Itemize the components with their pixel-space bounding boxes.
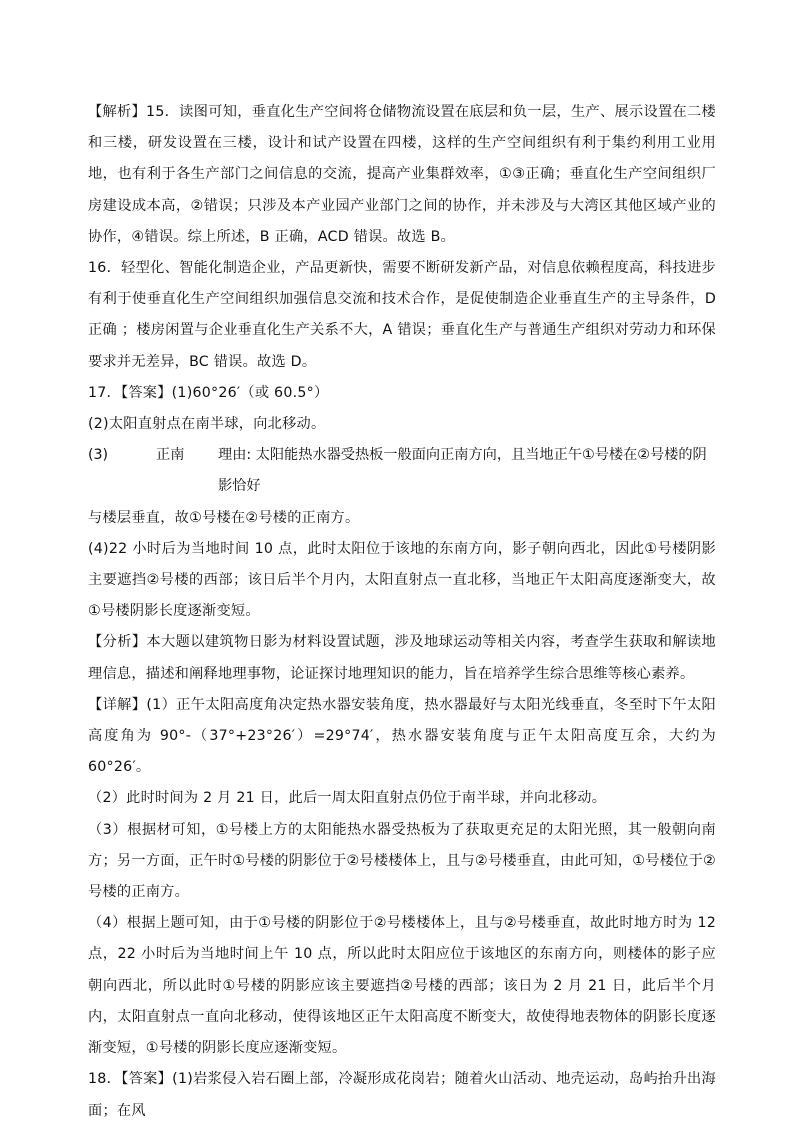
answer-q18: 18．【答案】(1)岩浆侵入岩石圈上部，冷凝形成花岗岩；随着火山活动、地壳运动，岛屿抬升出海面；在风 <box>88 1071 716 1119</box>
detail-q1: 【详解】(1）正午太阳高度角决定热水器安装角度，热水器最好与太阳光线垂直，冬至时下午太阳高度角为 90°-（37°+23°26′）=29°74′，热水器安装角度与正午太阳高度互余，大约为 60°26′。 <box>88 696 716 776</box>
analysis-q16: 16．轻型化、智能化制造企业，产品更新快，需要不断研发新产品，对信息依赖程度高，科技进步有利于使垂直化生产空间组织加强信息交流和技术合作，是促使制造企业垂直生产的主导条件，D 正确 ；楼房闲置与企业垂直化生产关系不大，A 错误；垂直化生产与普通生产组织对劳动力和环保要求并无差异，BC 错误。故选 D。 <box>88 260 716 370</box>
detail-q2: （2）此时时间为 2 月 21 日，此后一周太阳直射点仍位于南半球，并向北移动。 <box>88 790 607 807</box>
answer-q17-4: (4)22 小时后为当地时间 10 点，此时太阳位于该地的东南方向，影子朝向西北，因此①号楼阴影主要遮挡②号楼的西部；该日后半个月内，太阳直射点一直北移，当地正午太阳高度逐渐变大，故①号楼阴影长度逐渐变短。 <box>88 540 716 620</box>
q17-3-reason: 理由: 太阳能热水器受热板一般面向正南方向，且当地正午①号楼在②号楼的阴影恰好 <box>218 447 707 495</box>
analysis-section: 【分析】本大题以建筑物日影为材料设置试题，涉及地球运动等相关内容，考查学生获取和解读地理信息，描述和阐释地理事物，论证探讨地理知识的能力，旨在培养学生综合思维等核心素养。 <box>88 634 716 682</box>
detail-q3: （3）根据材可知，①号楼上方的太阳能热水器受热板为了获取更充足的太阳光照，其一般朝向南方；另一方面，正午时①号楼的阴影位于②号楼楼体上，且与②号楼垂直，由此可知，①号楼位于②号楼的正南方。 <box>88 821 716 901</box>
answer-q17-3 <box>88 440 716 502</box>
analysis-q15: 【解析】15．读图可知，垂直化生产空间将仓储物流设置在底层和负一层，生产、展示设置在二楼和三楼，研发设置在三楼，设计和试产设置在四楼，这样的生产空间组织有利于集约利用工业用地，也有利于各生产部门之间信息的交流，提高产业集群效率，①③正确；垂直化生产空间组织厂房建设成本高，②错误；只涉及本产业园产业部门之间的协作，并未涉及与大湾区其他区域产业的协作，④错误。综上所述，B 正确，ACD 错误。故选 B。 <box>88 104 716 245</box>
q17-3-direction: 正南 <box>156 447 185 464</box>
answer-q17-2: (2)太阳直射点在南半球，向北移动。 <box>88 416 326 433</box>
answer-q17-3-cont: 与楼层垂直，故①号楼在②号楼的正南方。 <box>88 509 360 526</box>
q17-3-number: (3) <box>88 447 109 464</box>
answer-content <box>88 97 716 1127</box>
detail-q4: （4）根据上题可知，由于①号楼的阴影位于②号楼楼体上，且与②号楼垂直，故此时地方时为 12 点，22 小时后为当地时间上午 10 点，所以此时太阳应位于该地区的东南方向，则楼体的影子应朝向西北，所以此时①号楼的阴影应该主要遮挡②号楼的西部；该日为 2 月 21 日，此后半个月内，太阳直射点一直向北移动，使得该地区正午太阳高度不断变大，故使得地表物体的阴影长度逐渐变短，①号楼的阴影长度应逐渐变短。 <box>88 915 716 1057</box>
answer-q17-1: 17．【答案】(1)60°26′（或 60.5°） <box>88 384 329 401</box>
